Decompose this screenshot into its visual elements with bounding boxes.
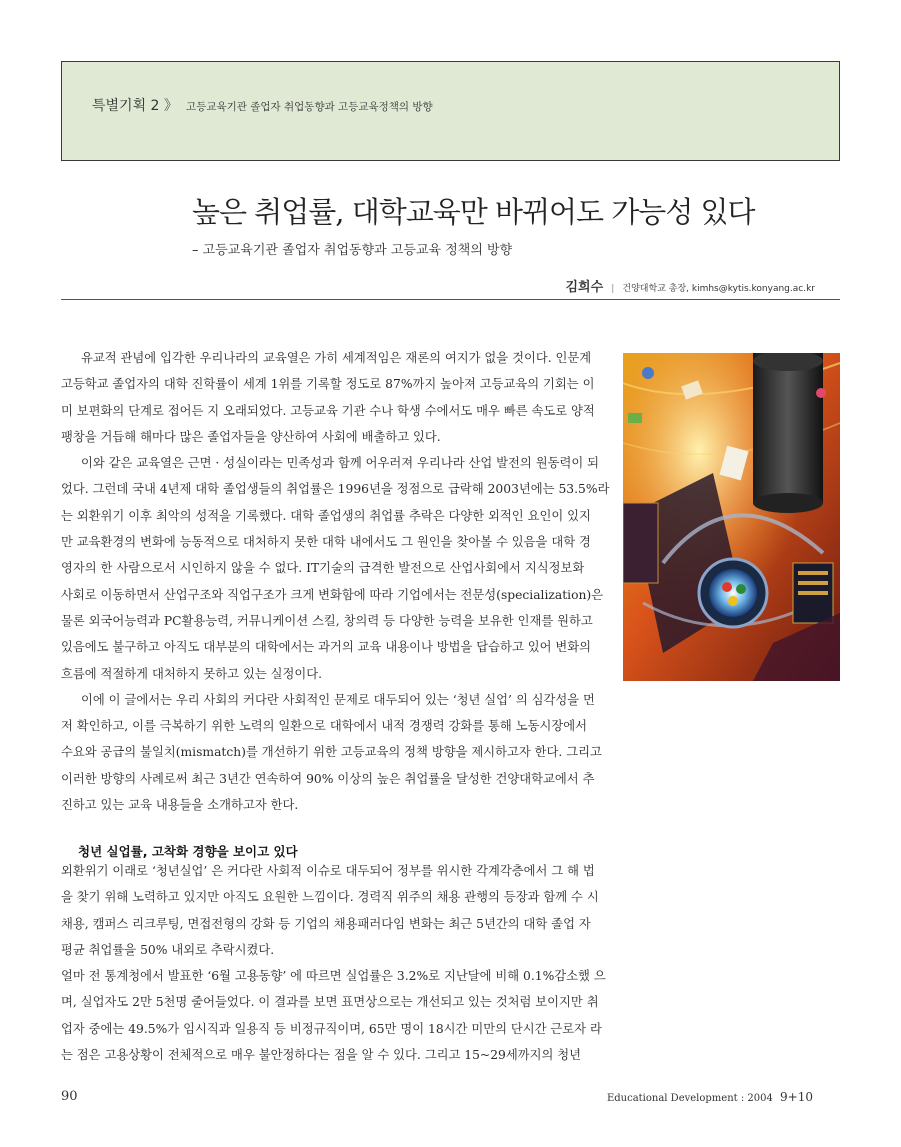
text-line: 자 평균 취업률을 50% 내외로 추락시켰다.: [61, 916, 591, 957]
series-subtitle: 고등교육기관 졸업자 취업동향과 고등교육정책의 방향: [186, 101, 433, 113]
text-line: 만 교육환경의 변화에 능동적으로 대처하지 못한 대학 내에서도 그 원인을 찾아볼 수 있음을 대학 경: [61, 535, 591, 550]
section-heading: 청년 실업률, 고착화 경향을 보이고 있다: [78, 844, 298, 859]
section-1-text: [61, 858, 606, 1068]
text-line: 외환위기 이래로 ‘청년실업’ 은 커다란 사회적 이슈로 대두되어 정부를 위시한 각계각층에서 그 해: [61, 864, 579, 878]
text-line: 사회로 이동하면서 산업구조와 직업구조가 크게 변화함에 따라 기업에서는 전문성(specialization)은: [61, 587, 604, 602]
article-illustration: [623, 353, 840, 681]
paragraph-3: [61, 687, 606, 818]
paragraph-1: [61, 345, 606, 450]
author-line: [566, 276, 816, 295]
page-number: 90: [61, 1089, 78, 1104]
author-name: 김희수: [565, 280, 604, 295]
text-line: 저 확인하고, 이를 극복하기 위한 노력의 일환으로 대학에서 내적 경쟁력 강화를 통해 노동시장에서: [61, 719, 587, 734]
text-line: 유교적 관념에 입각한 우리나라의 교육열은 가히 세계적임은 재론의 여지가 없을 것이다. 인문계: [81, 351, 592, 365]
text-line: 시채용, 캠퍼스 리크루팅, 면접전형의 강화 등 기업의 채용패러다임 변화는 최근 5년간의 대학 졸업: [61, 890, 599, 931]
text-line: 으며, 실업자도 2만 5천명 줄어들었다. 이 결과를 보면 표면상으로는 개선되고 있는 것처럼 보이지만: [61, 969, 606, 1010]
series-header-box: [61, 61, 840, 161]
text-line: 팽창을 거듭해 해마다 많은 졸업자들을 양산하여 사회에 배출하고 있다.: [61, 429, 441, 444]
text-line: 있음에도 불구하고 아직도 대부분의 대학에서는 과거의 교육 내용이나 방법을 답습하고 있어 변화의: [61, 640, 592, 655]
text-line: 진하고 있는 교육 내용들을 소개하고자 한다.: [61, 798, 299, 813]
journal-footer: [607, 1090, 813, 1104]
paragraph-4: [61, 858, 606, 963]
text-line: 이와 같은 교육열은 근면 · 성실이라는 민족성과 함께 어우러져 우리나라 산업 발전의 원동력이 되: [81, 456, 599, 471]
author-separator: |: [611, 284, 615, 294]
series-tag: 특별기획 2 》: [92, 98, 178, 114]
series-label: [92, 95, 433, 115]
title-divider: [61, 299, 840, 300]
paragraph-2: [61, 450, 610, 687]
journal-issue: 9+10: [780, 1090, 813, 1104]
journal-name: Educational Development : 2004: [606, 1093, 773, 1104]
article-title: 높은 취업률, 대학교육만 바뀌어도 가능성 있다: [192, 195, 755, 229]
paragraph-5: [61, 963, 606, 1068]
text-line: 었다. 그런데 국내 4년제 대학 졸업생들의 취업률은 1996년을 정점으로 급락해 2003년에는 53.5%라: [61, 482, 610, 497]
text-line: 취업자 중에는 49.5%가 임시직과 일용직 등 비정규직이며, 65만 명이 18시간 미만의 단시간 근로자: [61, 995, 599, 1036]
text-line: 물론 외국어능력과 PC활용능력, 커뮤니케이션 스킬, 창의력 등 다양한 능력을 보유한 인재를 원하고: [61, 613, 593, 628]
text-line: 법을 찾기 위해 노력하고 있지만 아직도 요원한 느낌이다. 경력직 위주의 채용 관행의 등장과 함께 수: [61, 864, 595, 905]
text-line: 미 보편화의 단계로 접어든 지 오래되었다. 고등교육 기관 수나 학생 수에서도 매우 빠른 속도로 양적: [61, 403, 595, 418]
text-line: 수요와 공급의 불일치(mismatch)를 개선하기 위한 고등교육의 정책 방향을 제시하고자 한다. 그리고: [61, 745, 602, 760]
text-line: 이에 이 글에서는 우리 사회의 커다란 사회적인 문제로 대두되어 있는 ‘청년 실업’ 의 심각성을 먼: [81, 692, 595, 707]
text-line: 는 외환위기 이후 최악의 성적을 기록했다. 대학 졸업생의 취업률 추락은 다양한 외적인 요인이 있지: [61, 508, 591, 523]
text-line: 영자의 한 사람으로서 시인하지 않을 수 없다. IT기술의 급격한 발전으로 산업사회에서 지식정보화: [61, 561, 585, 576]
text-line: 얼마 전 통계청에서 발표한 ‘6월 고용동향’ 에 따르면 실업률은 3.2%로 지난달에 비해 0.1%감소했: [61, 969, 590, 984]
intro-text: [61, 345, 610, 818]
text-line: 이러한 방향의 사례로써 최근 3년간 연속하여 90% 이상의 높은 취업률을 달성한 건양대학교에서 추: [61, 771, 595, 786]
text-line: 라는 점은 고용상황이 전체적으로 매우 불안정하다는 점을 알 수 있다. 그리고 15~29세까지의 청년: [61, 1021, 602, 1063]
text-line: 고등학교 졸업자의 대학 진학률이 세계 1위를 기록할 정도로 87%까지 높아져 고등교육의 기회는 이: [61, 377, 595, 392]
article-subtitle: – 고등교육기관 졸업자 취업동향과 고등교육 정책의 방향: [192, 243, 513, 258]
text-line: 흐름에 적절하게 대처하지 못하고 있는 실정이다.: [61, 666, 323, 681]
author-affiliation: 건양대학교 총장, kimhs@kytis.konyang.ac.kr: [622, 284, 815, 294]
